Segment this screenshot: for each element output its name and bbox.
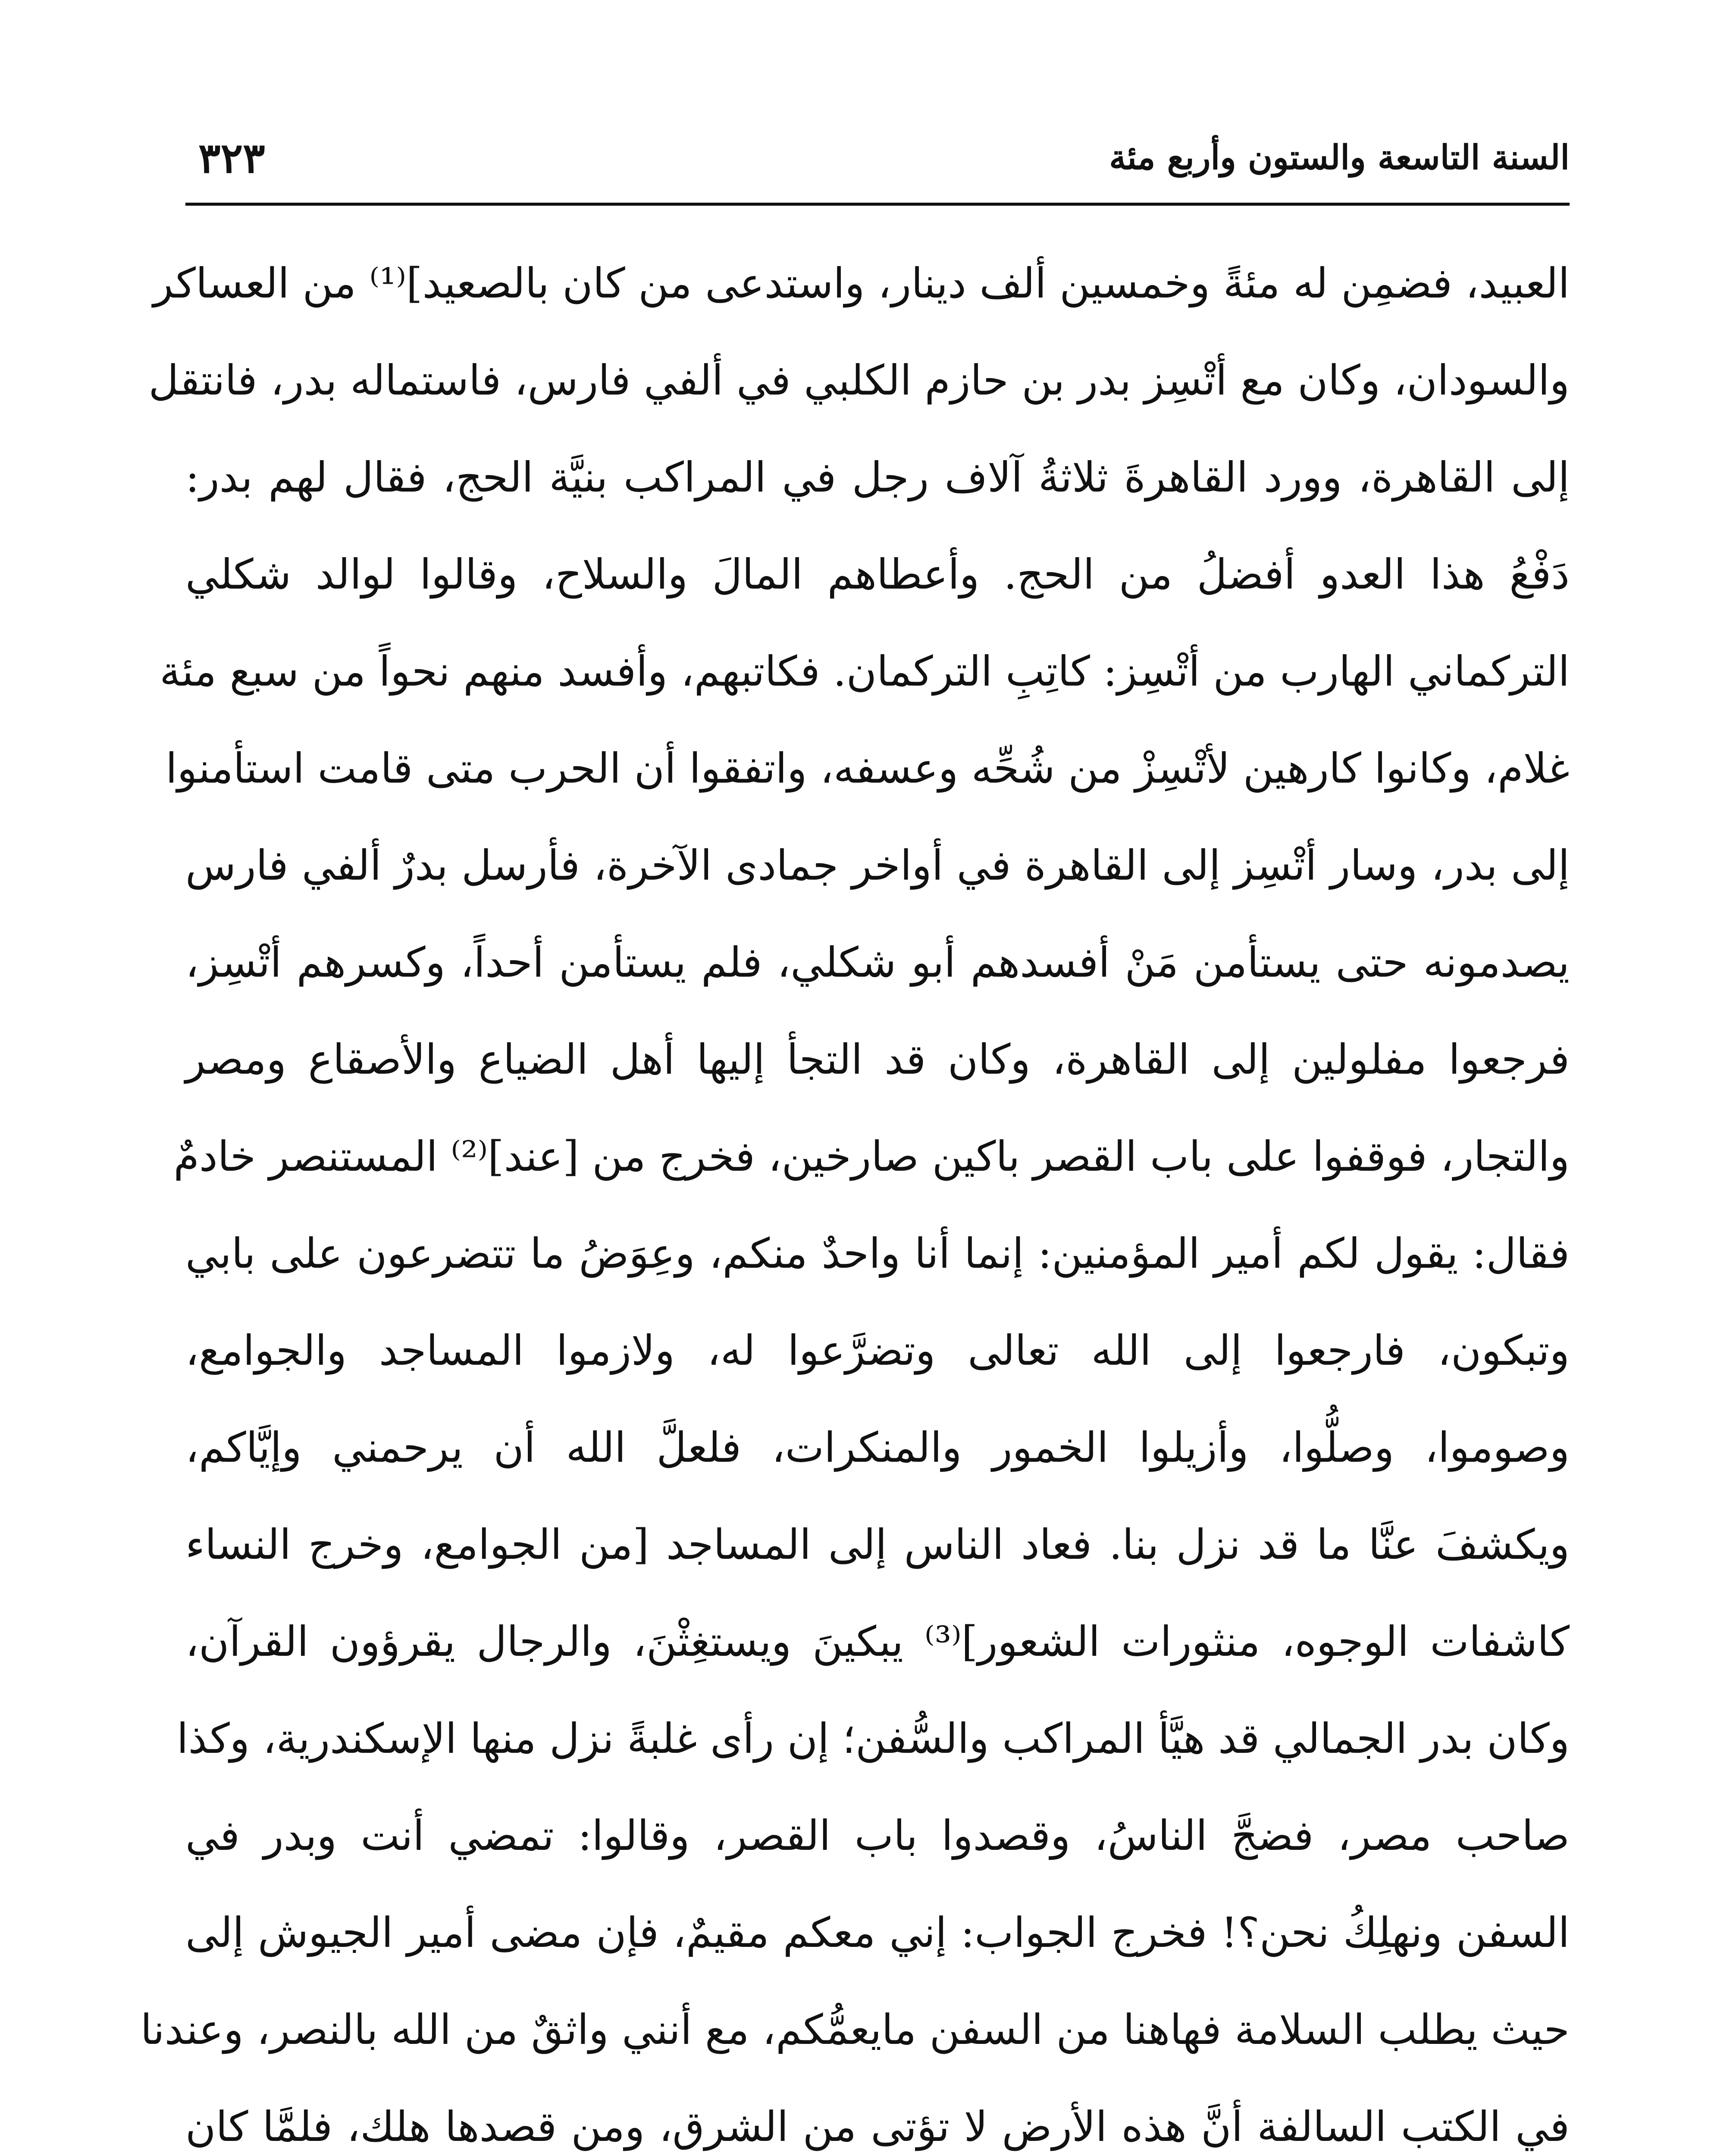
text-line: إلى القاهرة، وورد القاهرةَ ثلاثةُ آلاف رجل في المراكب بنيَّة الحج، فقال لهم بدر: <box>185 453 1570 501</box>
text-line: والسودان، وكان مع أتْسِز بدر بن حازم الكلبي في ألفي فارس، فاستماله بدر، فانتقل <box>148 356 1570 404</box>
text-line: حيث يطلب السلامة فهاهنا من السفن مايعمُّكم، مع أنني واثقٌ من الله بالنصر، وعندنا <box>140 2006 1570 2054</box>
text-line: ويكشفَ عنَّا ما قد نزل بنا. فعاد الناس إلى المساجد [من الجوامع، وخرج النساء <box>185 1520 1570 1569</box>
text-line: فقال: يقول لكم أمير المؤمنين: إنما أنا واحدٌ منكم، وعِوَضُ ما تتضرعون على بابي <box>185 1229 1570 1278</box>
text-line: وتبكون، فارجعوا إلى الله تعالى وتضرَّعوا له، ولازموا المساجد والجوامع، <box>185 1326 1570 1375</box>
body-text <box>140 235 1570 2156</box>
page-header <box>185 129 1570 206</box>
page-number: ٣٢٣ <box>198 134 265 182</box>
running-title: السنة التاسعة والستون وأربع مئة <box>1109 138 1570 177</box>
text-line: والتجار، فوقفوا على باب القصر باكين صارخين، فخرج من [عند]⁽²⁾ المستنصر خادمٌ <box>173 1132 1570 1181</box>
text-line: التركماني الهارب من أتْسِز: كاتِبِ التركمان. فكاتبهم، وأفسد منهم نحواً من سبع مئة <box>160 647 1570 696</box>
text-line: إلى بدر، وسار أتْسِز إلى القاهرة في أواخر جمادى الآخرة، فأرسل بدرٌ ألفي فارس <box>185 841 1570 890</box>
text-line: في الكتب السالفة أنَّ هذه الأرض لا تؤتى من الشرق، ومن قصدها هلك، فلمَّا كان <box>185 2103 1570 2151</box>
text-line: وكان بدر الجمالي قد هيَّأ المراكب والسُّفن؛ إن رأى غلبةً نزل منها الإسكندرية، وكذا <box>176 1714 1570 1763</box>
text-line: السفن ونهلِكُ نحن؟! فخرج الجواب: إني معكم مقيمٌ، فإن مضى أمير الجيوش إلى <box>185 1908 1570 1957</box>
text-line: دَفْعُ هذا العدو أفضلُ من الحج. وأعطاهم المالَ والسلاح، وقالوا لوالد شكلي <box>185 550 1570 599</box>
text-line: غلام، وكانوا كارهين لأتْسِزْ من شُحِّه وعسفه، واتفقوا أن الحرب متى قامت استأمنوا <box>166 744 1570 793</box>
text-line: فرجعوا مفلولين إلى القاهرة، وكان قد التجأ إليها أهل الضياع والأصقاع ومصر <box>185 1035 1570 1084</box>
text-line: وصوموا، وصلُّوا، وأزيلوا الخمور والمنكرات، فلعلَّ الله أن يرحمني وإيَّاكم، <box>185 1423 1570 1472</box>
text-line: العبيد، فضمِن له مئةً وخمسين ألف دينار، واستدعى من كان بالصعيد]⁽¹⁾ من العساكر <box>153 259 1570 307</box>
text-line: صاحب مصر، فضجَّ الناسُ، وقصدوا باب القصر، وقالوا: تمضي أنت وبدر في <box>185 1811 1570 1860</box>
text-line: يصدمونه حتى يستأمن مَنْ أفسدهم أبو شكلي، فلم يستأمن أحداً، وكسرهم أتْسِز، <box>185 938 1570 987</box>
text-line: كاشفات الوجوه، منثورات الشعور]⁽³⁾ يبكينَ ويستغِثْنَ، والرجال يقرؤون القرآن، <box>185 1617 1570 1666</box>
